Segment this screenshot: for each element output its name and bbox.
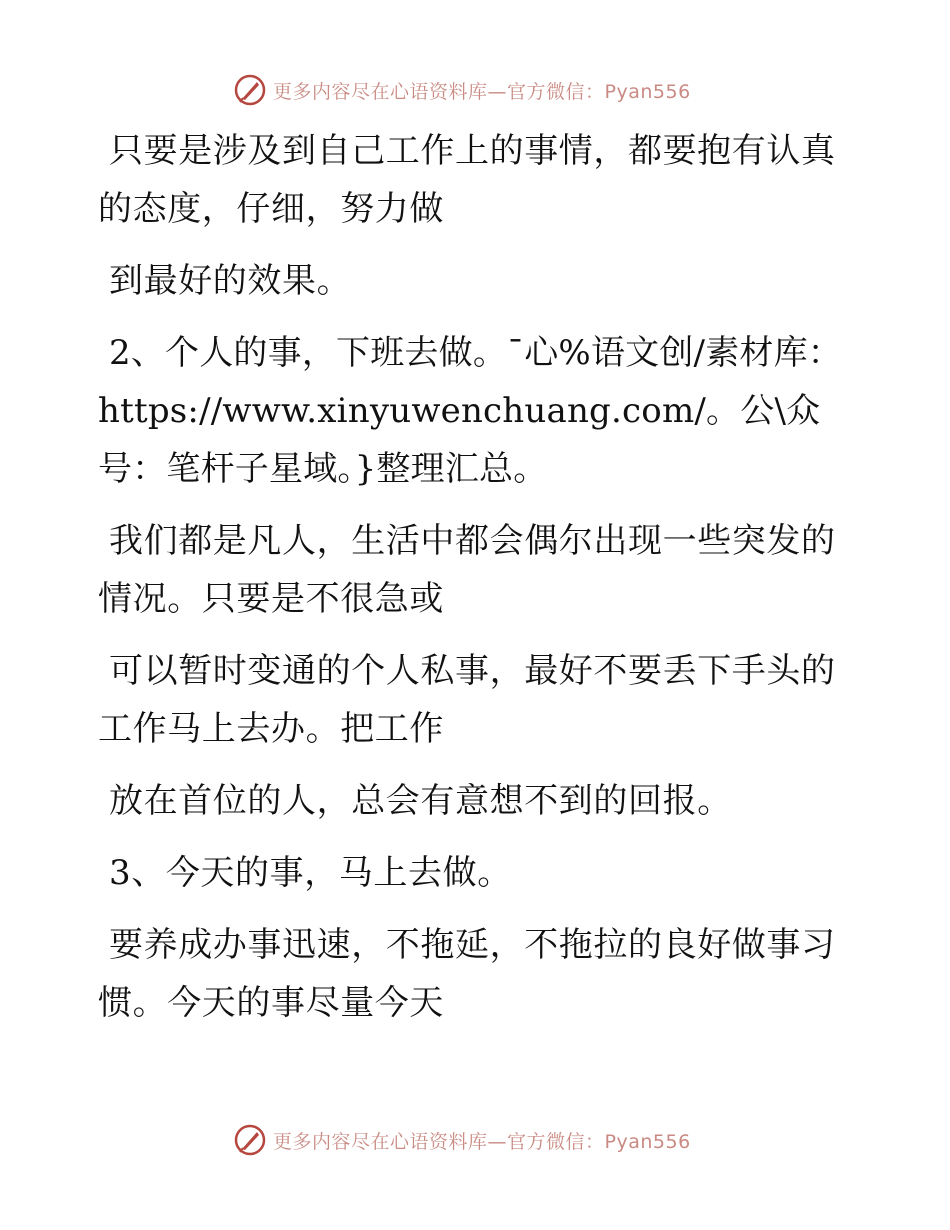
watermark-text: 更多内容尽在心语资料库—官方微信：Pyan556 xyxy=(273,80,691,103)
paragraph: 要养成办事迅速，不拖延，不拖拉的良好做事习惯。今天的事尽量今天 xyxy=(98,925,836,1023)
footer-watermark xyxy=(233,1122,733,1158)
paragraph: 可以暂时变通的个人私事，最好不要丢下手头的工作马上去办。把工作 xyxy=(98,651,836,749)
paragraph: 到最好的效果。 xyxy=(109,261,352,301)
quill-logo-icon xyxy=(233,1123,267,1157)
paragraph: 2、个人的事，下班去做。¯心%语文创/素材库：https://www.xinyuwenchuang.com/。公\众号：笔杆子星域。}整理汇总。 xyxy=(98,333,842,489)
quill-logo-icon xyxy=(233,73,267,107)
document-body xyxy=(98,122,858,1046)
paragraph: 只要是涉及到自己工作上的事情，都要抱有认真的态度，仔细，努力做 xyxy=(98,131,836,229)
paragraph: 3、今天的事，马上去做。 xyxy=(109,853,512,893)
paragraph: 放在首位的人，总会有意想不到的回报。 xyxy=(109,781,732,821)
paragraph: 我们都是凡人，生活中都会偶尔出现一些突发的情况。只要是不很急或 xyxy=(98,521,836,619)
watermark-text: 更多内容尽在心语资料库—官方微信：Pyan556 xyxy=(273,1130,691,1153)
header-watermark xyxy=(233,72,733,108)
